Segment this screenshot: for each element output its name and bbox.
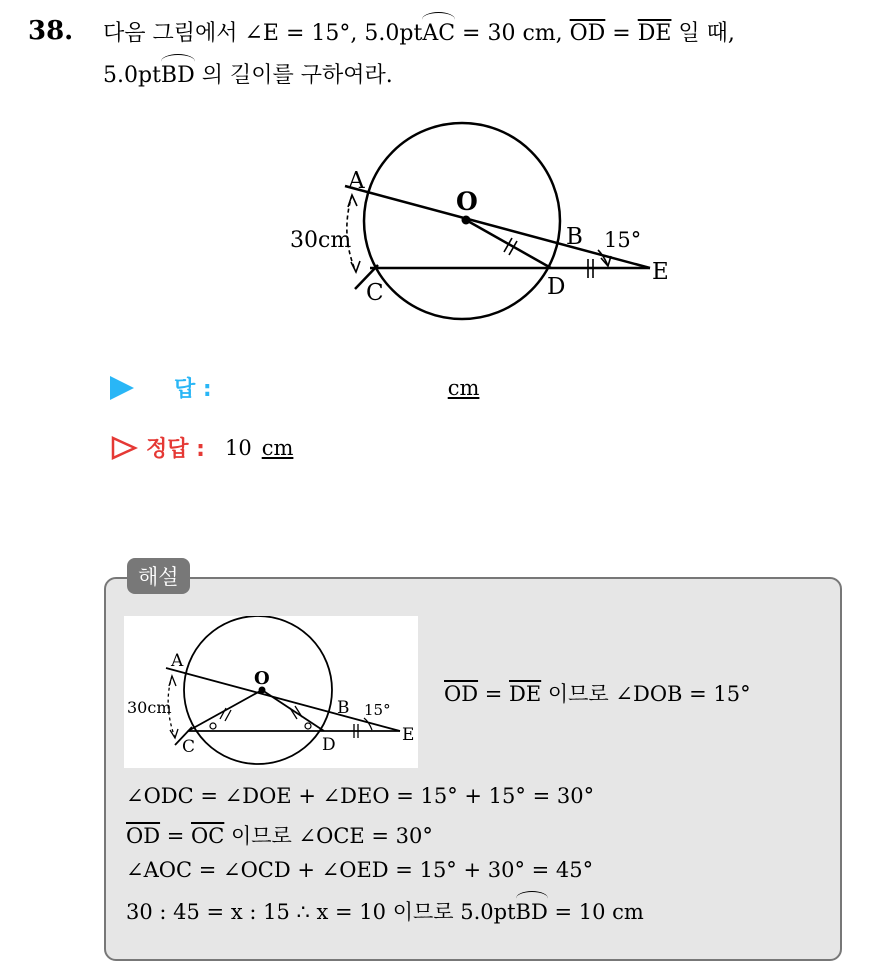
question-line-1: 다음 그림에서 ∠E = 15°, 5.0ptAC = 30 cm, $\overline{OD} = \overline{DE}$ 일 때, <box>103 21 735 46</box>
label-angle: 15° <box>604 228 642 252</box>
solution-line-3: ∠AOC = ∠OCD + ∠OED = 15° + 30° = 45° <box>126 858 594 882</box>
solution-figure <box>124 616 418 768</box>
label-e: E <box>652 259 669 285</box>
answer-row <box>110 372 479 403</box>
label-a: A <box>348 168 365 194</box>
sol-label-c: C <box>182 737 196 757</box>
play-arrow-icon <box>110 376 134 400</box>
segment-de: $\overline{DE}$ <box>637 21 672 46</box>
question-line-2: 5.0ptBD 의 길이를 구하여라. <box>103 63 393 88</box>
solution-right-line: $\overline{OD} = \overline{DE}$ 이므로 ∠DOB = 15° <box>444 682 751 706</box>
correct-label: 정답 : <box>146 437 205 462</box>
solution-line-1: ∠ODC = ∠DOE + ∠DEO = 15° + 15° = 30° <box>126 784 595 808</box>
label-o: O <box>456 187 478 216</box>
sol-label-a: A <box>171 651 184 671</box>
solution-tab: 해설 <box>127 558 190 594</box>
solution-line-4: 30 : 45 = x : 15 ∴ x = 10 이므로 5.0ptBD = 10 cm <box>126 900 644 924</box>
label-arc-length: 30cm <box>290 228 352 253</box>
sol-label-o: O <box>254 668 270 689</box>
correct-answer-row <box>110 432 293 463</box>
label-b: B <box>566 224 583 250</box>
correct-value: 10 <box>224 435 252 460</box>
sol-label-angle: 15° <box>364 701 391 719</box>
sol-label-e: E <box>402 725 415 745</box>
label-d: D <box>547 274 566 300</box>
answer-label: 답 : <box>174 377 212 402</box>
outline-arrow-icon <box>110 435 138 461</box>
answer-unit: cm <box>447 375 480 400</box>
label-c: C <box>366 280 384 306</box>
sol-label-arc-length: 30cm <box>127 698 172 717</box>
correct-unit: cm <box>261 435 294 460</box>
segment-od: $\overline{OD}$ <box>569 21 606 46</box>
arc-ac: AC <box>422 21 456 46</box>
sol-label-d: D <box>322 735 336 755</box>
arc-bd: BD <box>160 63 195 88</box>
question-number: 38. <box>28 16 74 46</box>
solution-line-2: $\overline{OD} = \overline{OC}$ 이므로 ∠OCE = 30° <box>126 824 433 848</box>
sol-label-b: B <box>337 698 350 718</box>
question-figure <box>280 115 680 330</box>
